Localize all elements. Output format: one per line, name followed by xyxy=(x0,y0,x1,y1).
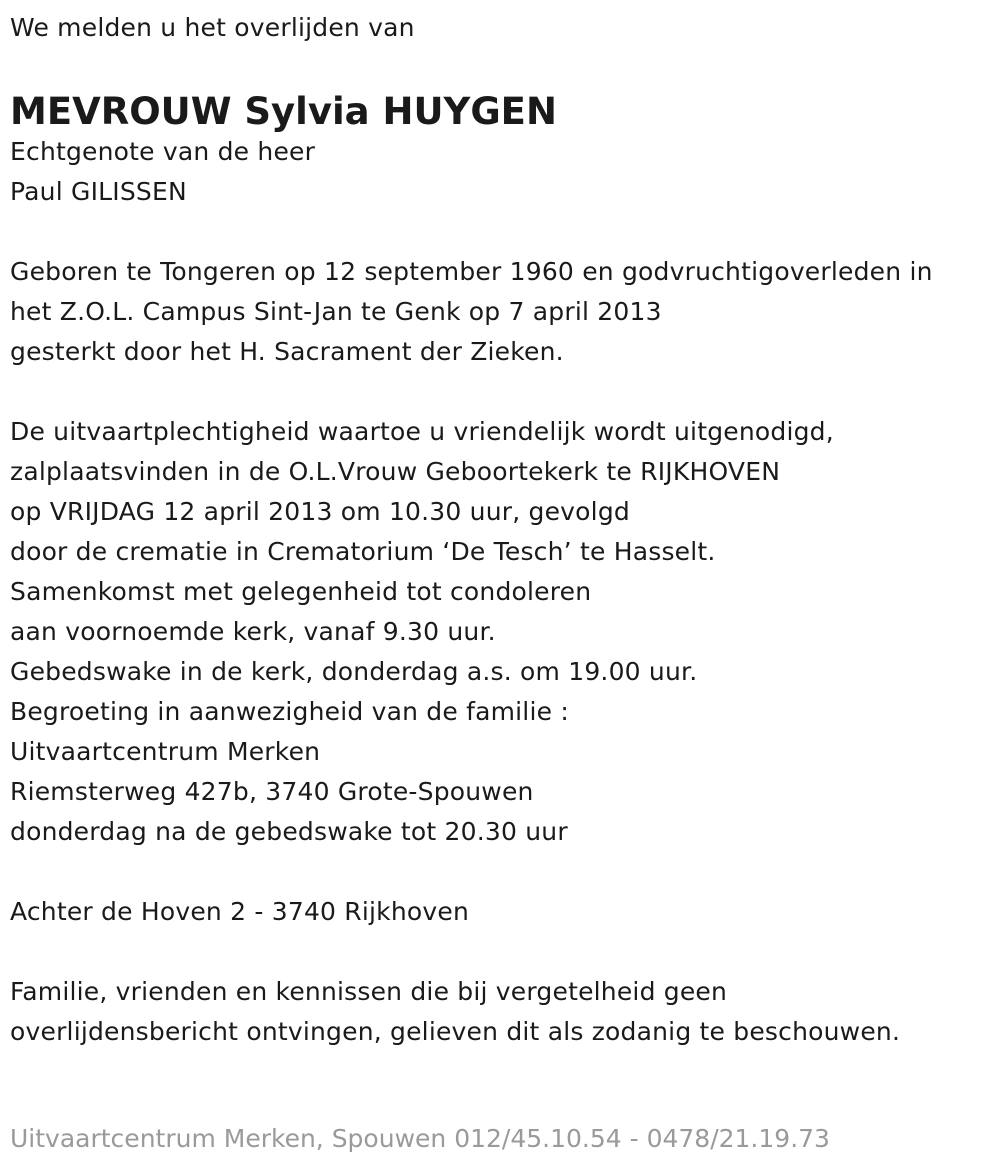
paragraph-line: door de crematie in Crematorium ‘De Tesch’ te Hasselt. xyxy=(10,537,716,566)
paragraph-line: Samenkomst met gelegenheid tot condoleren xyxy=(10,577,592,606)
birth-death-paragraph xyxy=(10,252,990,372)
spacer xyxy=(10,932,990,972)
spacer xyxy=(10,212,990,252)
paragraph-line: Riemsterweg 427b, 3740 Grote-Spouwen xyxy=(10,777,534,806)
spouse-line-1: Echtgenote van de heer xyxy=(10,137,316,166)
spacer xyxy=(10,372,990,412)
paragraph-line: De uitvaartplechtigheid waartoe u vriendelijk wordt uitgenodigd, xyxy=(10,417,834,446)
paragraph-line: overlijdensbericht ontvingen, gelieven dit als zodanig te beschouwen. xyxy=(10,1017,901,1046)
spacer xyxy=(10,852,990,892)
paragraph-line: Begroeting in aanwezigheid van de familie : xyxy=(10,697,569,726)
paragraph-line: Geboren te Tongeren op 12 september 1960 en godvruchtigoverleden in xyxy=(10,257,933,286)
deceased-name: MEVROUW Sylvia HUYGEN xyxy=(10,90,557,133)
paragraph-line: zalplaatsvinden in de O.L.Vrouw Geboortekerk te RIJKHOVEN xyxy=(10,457,781,486)
ceremony-paragraph xyxy=(10,412,990,852)
paragraph-line: gesterkt door het H. Sacrament der Zieken. xyxy=(10,337,564,366)
paragraph-line: op VRIJDAG 12 april 2013 om 10.30 uur, gevolgd xyxy=(10,497,630,526)
closing-paragraph xyxy=(10,972,990,1052)
intro-text: We melden u het overlijden van xyxy=(10,13,415,42)
paragraph-line: Uitvaartcentrum Merken xyxy=(10,737,321,766)
family-address: Achter de Hoven 2 - 3740 Rijkhoven xyxy=(10,897,470,926)
paragraph-line: Gebedswake in de kerk, donderdag a.s. om 19.00 uur. xyxy=(10,657,698,686)
paragraph-line: het Z.O.L. Campus Sint-Jan te Genk op 7 april 2013 xyxy=(10,297,662,326)
paragraph-line: aan voornoemde kerk, vanaf 9.30 uur. xyxy=(10,617,496,646)
paragraph-line: donderdag na de gebedswake tot 20.30 uur xyxy=(10,817,568,846)
spouse-line-2: Paul GILISSEN xyxy=(10,177,187,206)
paragraph-line: Familie, vrienden en kennissen die bij vergetelheid geen xyxy=(10,977,728,1006)
funeral-home-footer: Uitvaartcentrum Merken, Spouwen 012/45.10.54 - 0478/21.19.73 xyxy=(10,1124,830,1153)
